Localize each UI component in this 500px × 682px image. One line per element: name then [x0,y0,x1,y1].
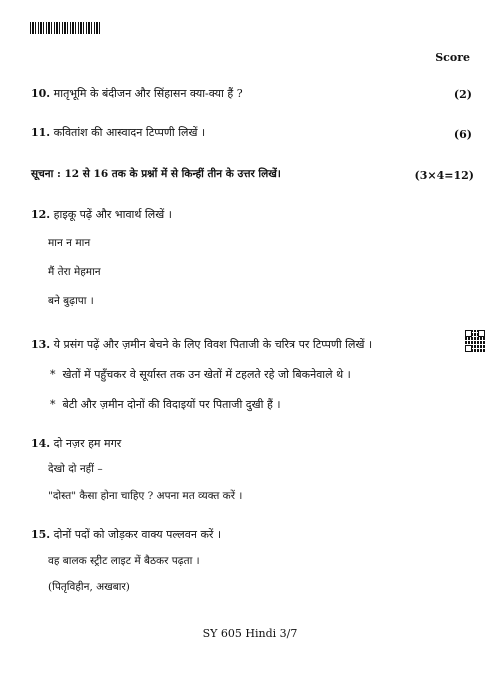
score-heading: Score [435,51,470,64]
question-text: कवितांश की आस्वादन टिप्पणी लिखें । [53,126,206,139]
question-15 [31,527,221,542]
question-text: मातृभूमि के बंदीजन और सिंहासन क्या-क्या हैं ? [53,87,243,100]
page-footer-code: SY 605 Hindi 3/7 [202,627,298,640]
question-number: 10. [31,87,51,100]
question-11-marks: (6) [453,128,472,141]
question-number: 15. [31,528,51,541]
question-text: हाइकू पढ़ें और भावार्थ लिखें । [53,208,172,221]
barcode [30,22,100,34]
question-text: दोनों पदों को जोड़कर वाक्य पल्लवन करें । [53,528,222,541]
question-12 [31,207,172,222]
question-11 [31,125,205,140]
question-13 [31,337,372,352]
sentence-line: वह बालक स्ट्रीट लाइट में बैठकर पढ़ता । [48,555,200,567]
haiku-line-1: मान न मान [48,237,91,249]
hint-words: (पितृविहीन, अखबार) [48,581,130,593]
poem-line-2: "दोस्त" कैसा होना चाहिए ? अपना मत व्यक्त करें । [48,490,243,502]
list-item [50,397,280,412]
question-number: 14. [31,437,51,450]
list-item [50,367,351,382]
qr-code [465,330,485,352]
bullet-icon: * [50,368,56,381]
question-number: 12. [31,208,51,221]
bullet-text: खेतों में पहुँचकर वे सूर्यास्त तक उन खेतों में टहलते रहे जो बिकनेवाले थे । [62,368,351,381]
question-10-marks: (2) [453,88,472,101]
instruction-marks: (3×4=12) [414,169,474,182]
poem-line-1: देखो दो नहीं – [48,463,103,475]
question-number: 13. [31,338,51,351]
question-text: ये प्रसंग पढ़ें और ज़मीन बेचने के लिए विवश पिताजी के चरित्र पर टिप्पणी लिखें । [53,338,373,351]
bullet-text: बेटी और ज़मीन दोनों की विदाइयों पर पिताजी दुखी हैं । [62,398,281,411]
question-number: 11. [31,126,51,139]
bullet-icon: * [50,398,56,411]
question-10 [31,86,243,101]
haiku-line-3: बने बुढ़ापा । [48,295,94,307]
question-text: दो नज़र हम मगर [53,437,122,450]
instruction-text: सूचना : 12 से 16 तक के प्रश्नों में से किन्हीं तीन के उत्तर लिखें। [31,168,281,180]
question-14 [31,436,121,451]
haiku-line-2: मैं तेरा मेहमान [48,266,101,278]
